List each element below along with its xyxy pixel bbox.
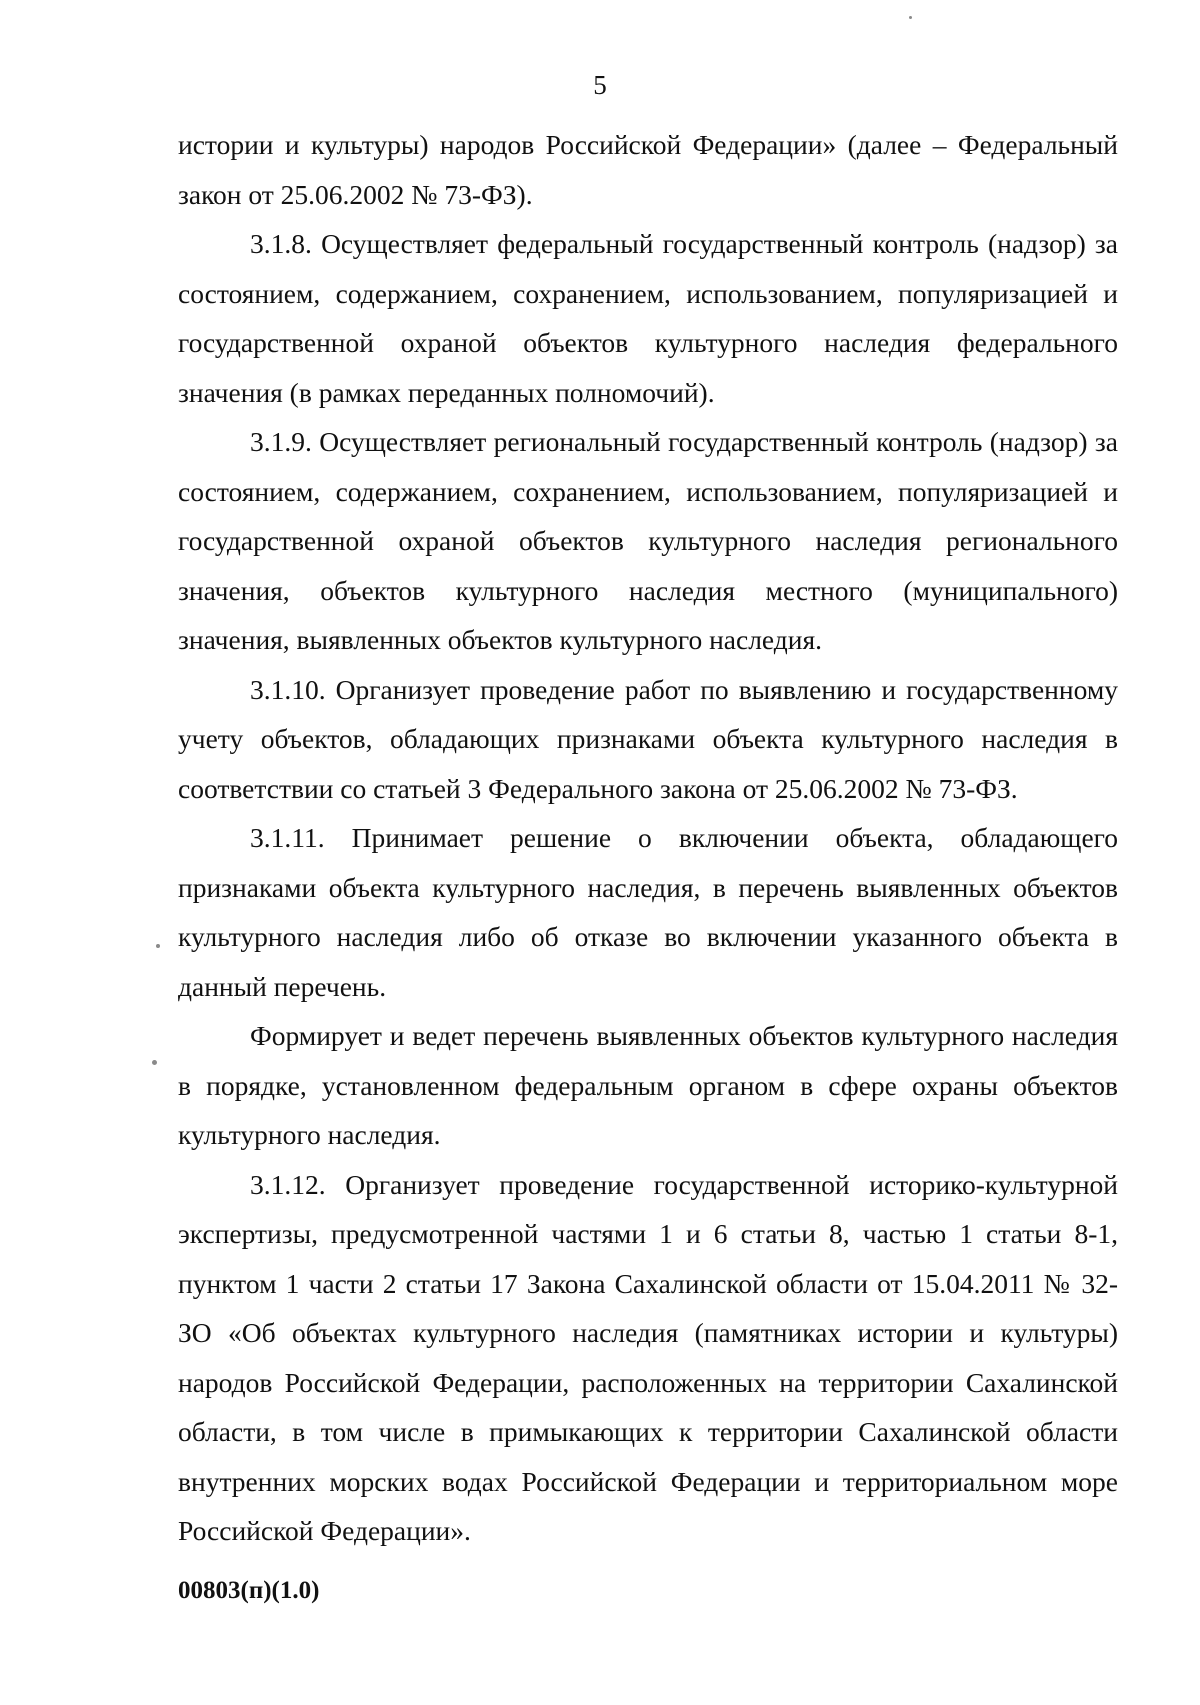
scan-speck	[909, 16, 912, 19]
paragraph-3-1-10: 3.1.10. Организует проведение работ по выявлению и государственному учету объектов, обладающих признаками объекта культурного наследия в соответствии со статьей 3 Федерального закона от 25.06.2002 № 73-ФЗ.	[178, 673, 1118, 804]
page-number: 5	[593, 70, 607, 100]
document-body	[178, 120, 1118, 1556]
scan-speck	[156, 944, 160, 948]
paragraph-3-1-8: 3.1.8. Осуществляет федеральный государственный контроль (надзор) за состоянием, содержанием, сохранением, использованием, популяризацией и государственной охраной объектов культурного наследия федерального значения (в рамках переданных полномочий).	[178, 228, 1118, 408]
paragraph-3-1-11: 3.1.11. Принимает решение о включении объекта, обладающего признаками объекта культурного наследия, в перечень выявленных объектов культурного наследия либо об отказе во включении указанного объекта в данный перечень.	[178, 822, 1118, 1002]
paragraph-3-1-9: 3.1.9. Осуществляет региональный государственный контроль (надзор) за состоянием, содержанием, сохранением, использованием, популяризацией и государственной охраной объектов культурного наследия регионального значения, объектов культурного наследия местного (муниципального) значения, выявленных объектов культурного наследия.	[178, 426, 1118, 655]
scan-speck	[152, 1060, 157, 1065]
document-code: 00803(п)(1.0)	[178, 1577, 320, 1604]
paragraph-continuation: истории и культуры) народов Российской Федерации» (далее – Федеральный закон от 25.06.2002 № 73-ФЗ).	[178, 129, 1118, 210]
paragraph-list-maintenance: Формирует и ведет перечень выявленных объектов культурного наследия в порядке, установленном федеральным органом в сфере охраны объектов культурного наследия.	[178, 1020, 1118, 1150]
paragraph-3-1-12: 3.1.12. Организует проведение государственной историко-культурной экспертизы, предусмотренной частями 1 и 6 статьи 8, частью 1 статьи 8-1, пунктом 1 части 2 статьи 17 Закона Сахалинской области от 15.04.2011 № 32-ЗО «Об объектах культурного наследия (памятниках истории и культуры) народов Российской Федерации, расположенных на территории Сахалинской области, в том числе в примыкающих к территории Сахалинской области внутренних морских водах Российской Федерации и территориальном море Российской Федерации».	[178, 1168, 1118, 1546]
